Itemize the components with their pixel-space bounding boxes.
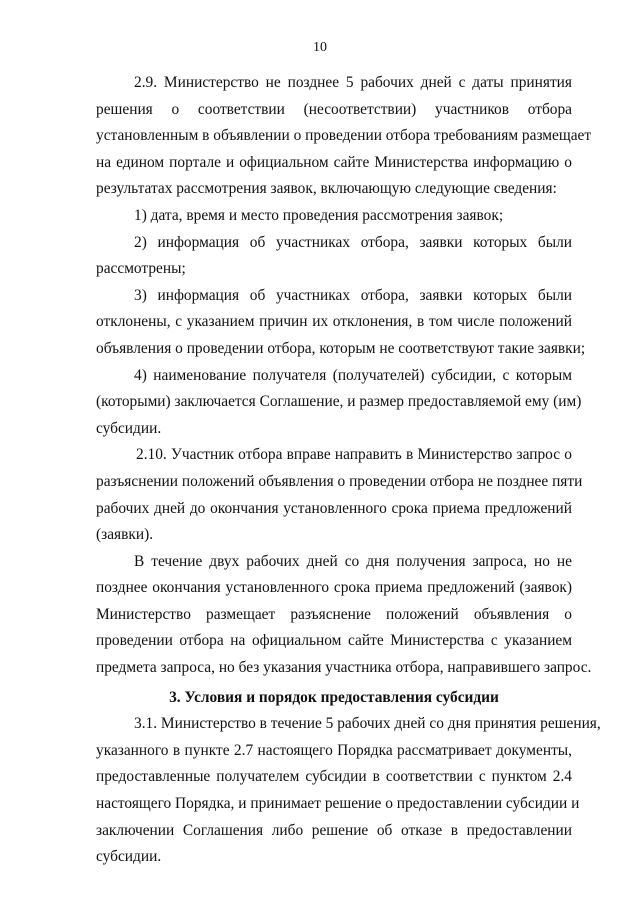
text-line: проведении отбора на официальном сайте Министерства с указанием — [96, 632, 572, 650]
text-line: (заявки). — [96, 526, 154, 544]
text-line: объявления о проведении отбора, которым не соответствуют такие заявки; — [96, 339, 586, 357]
text-line: 3) информация об участниках отбора, заявки которых были — [134, 286, 572, 304]
text-line: предоставленные получателем субсидии в соответствии с пунктом 2.4 — [96, 768, 572, 786]
text-line: позднее окончания установленного срока приема предложений (заявок) — [96, 579, 572, 597]
page-number: 10 — [313, 40, 327, 55]
text-line: рассмотрены; — [96, 260, 186, 278]
text-line: субсидии. — [96, 419, 162, 437]
text-line: результатах рассмотрения заявок, включающую следующие сведения: — [96, 180, 557, 198]
text-line: 2.10. Участник отбора вправе направить в Министерство запрос о — [136, 446, 572, 464]
text-line: разъяснении положений объявления о проведении отбора не позднее пяти — [96, 472, 583, 490]
document-body — [96, 70, 601, 871]
text-line: на едином портале и официальном сайте Министерства информацию о — [96, 153, 572, 171]
text-line: настоящего Порядка, и принимает решение о предоставлении субсидии и — [96, 795, 580, 813]
section-heading: 3. Условия и порядок предоставления субсидии — [169, 688, 499, 706]
text-line: указанного в пункте 2.7 настоящего Порядка рассматривает документы, — [96, 741, 572, 759]
text-line: 4) наименование получателя (получателей) субсидии, с которым — [134, 366, 572, 384]
text-line: 3.1. Министерство в течение 5 рабочих дней со дня принятия решения, — [134, 715, 601, 733]
text-line: отклонены, с указанием причин их отклонения, в том числе положений — [96, 313, 572, 331]
text-line: (которыми) заключается Соглашение, и размер предоставляемой ему (им) — [96, 393, 582, 411]
text-line: 1) дата, время и место проведения рассмотрения заявок; — [134, 206, 504, 224]
text-line: установленным в объявлении о проведении отбора требованиям размещает — [96, 127, 592, 145]
text-line: предмета запроса, но без указания участника отбора, направившего запрос. — [96, 659, 592, 677]
text-line: 2.9. Министерство не позднее 5 рабочих дней с даты принятия — [134, 74, 572, 91]
text-line: 2) информация об участниках отбора, заявки которых были — [134, 233, 572, 251]
text-line: Министерство размещает разъяснение положений объявления о — [96, 605, 572, 623]
text-line: субсидии. — [96, 848, 162, 866]
text-line: В течение двух рабочих дней со дня получения запроса, но не — [134, 552, 572, 570]
text-line: решения о соответствии (несоответствии) участников отбора — [96, 100, 572, 118]
text-line: заключении Соглашения либо решение об отказе в предоставлении — [96, 821, 572, 839]
text-line: рабочих дней до окончания установленного срока приема предложений — [96, 499, 572, 517]
